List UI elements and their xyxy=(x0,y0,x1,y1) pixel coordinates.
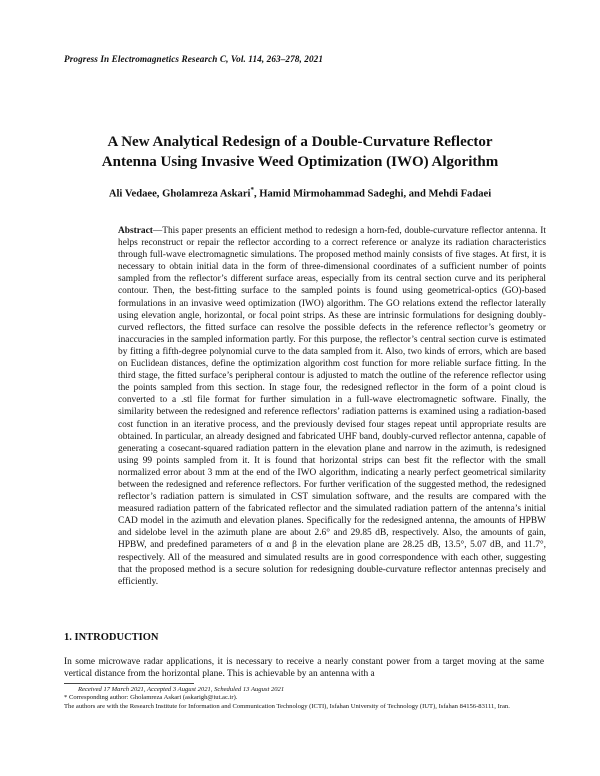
introduction-paragraph: In some microwave radar applications, it is necessary to receive a nearly constant power from a target moving at the same vertical distance from the horizontal plane. This is achievable by an antenna with a xyxy=(64,657,544,680)
abstract xyxy=(118,225,546,588)
affiliation-note: The authors are with the Research Institute for Information and Communication Technology (ICTI), Isfahan University of Technology (IUT), Isfahan 84156-83111, Iran. xyxy=(64,702,510,710)
title-line-2: Antenna Using Invasive Weed Optimization (IWO) Algorithm xyxy=(101,154,499,170)
footnotes xyxy=(64,686,544,711)
authors-rest: , Hamid Mirmohammad Sadeghi, and Mehdi Fadaei xyxy=(253,188,492,200)
abstract-text: —This paper presents an efficient method to redesign a horn-fed, double-curvature reflector antenna. It helps reconstruct or repair the reflector according to a correct reference or analyze its radiation characteristics through full-wave electromagnetic simulations. The proposed method mainly consists of five stages. At first, it is necessary to obtain initial data in the form of three-dimensional coordinates of a sufficient number of points sampled from the reflector’s different surface areas, especially from its central section curve and its peripheral contour. Then, the best-fitting surface to the sampled points is found using geometrical-optics (GO)-based formulations in an invasive weed optimization (IWO) algorithm. The GO relations extend the reflector laterally using elevation angle, horizontal, or focal point strips. As these are intrinsic formulations for designing doubly-curved reflectors, the fitted surface can resolve the possible defects in the reference reflector’s geometry or inaccuracies in the sampled information partly. For this purpose, the reflector’s central section curve is estimated by fitting a fifth-degree polynomial curve to the data sampled from it. Also, two kinds of errors, which are based on Euclidean distances, define the optimization algorithm cost function for more reliable surface fitting. In the third stage, the fitted surface’s peripheral contour is adjusted to match the outline of the reference reflector using the points sampled from this section. In stage four, the redesigned reflector in the form of a point cloud is converted to a .stl file format for further simulation in a full-wave electromagnetic software. Finally, the similarity between the redesigned and reference reflectors’ radiation patterns is examined using a radiation-based cost function in an iterative process, and the previously devised four stages repeat until appropriate results are obtained. In particular, an already designed and fabricated UHF band, doubly-curved reflector antenna, capable of generating a cosecant-squared radiation pattern in the elevation plane and narrow in the azimuth, is redesigned using 99 points sampled from it. It is found that horizontal strips can best fit the reflector with the small normalized error about 3 mm at the end of the IWO algorithm, indicating a nearly perfect geometrical similarity between the redesigned and reference reflectors. For further verification of the suggested method, the redesigned reflector’s radiation pattern is simulated in CST simulation software, and the results are compared with the measured radiation pattern of the fabricated reflector and the simulated radiation pattern of the antenna’s initial CAD model in the azimuth and elevation planes. Specifically for the redesigned antenna, the amounts of HPBW and sidelobe level in the azimuth plane are about 2.6° and 29.85 dB, respectively. Also, the amounts of gain, HPBW, and predefined parameters of α and β in the elevation plane are 28.25 dB, 13.5°, 5.07 dB, and 11.7°, respectively. All of the measured and simulated results are in good correspondence with each other, suggesting that the proposed method is a secure solution for redesigning double-curvature reflector antennas precisely and efficiently. xyxy=(118,226,546,587)
authors-first: Ali Vedaee, Gholamreza Askari xyxy=(108,188,251,200)
title-line-1: A New Analytical Redesign of a Double-Curvature Reflector xyxy=(107,134,493,150)
corresponding-author-note: * Corresponding author: Gholamreza Askari (askarigh@iut.ac.ir). xyxy=(64,694,238,702)
footnote-divider xyxy=(64,683,194,684)
journal-header: Progress In Electromagnetics Research C, Vol. 114, 263–278, 2021 xyxy=(64,54,324,64)
abstract-label: Abstract xyxy=(118,226,153,236)
author-list xyxy=(40,186,560,200)
corresponding-author-mark: * xyxy=(250,186,254,194)
paper-title xyxy=(40,132,560,172)
received-dates: Received 17 March 2021, Accepted 3 August 2021, Scheduled 13 August 2021 xyxy=(78,686,285,693)
section-heading-introduction: 1. INTRODUCTION xyxy=(64,632,159,643)
